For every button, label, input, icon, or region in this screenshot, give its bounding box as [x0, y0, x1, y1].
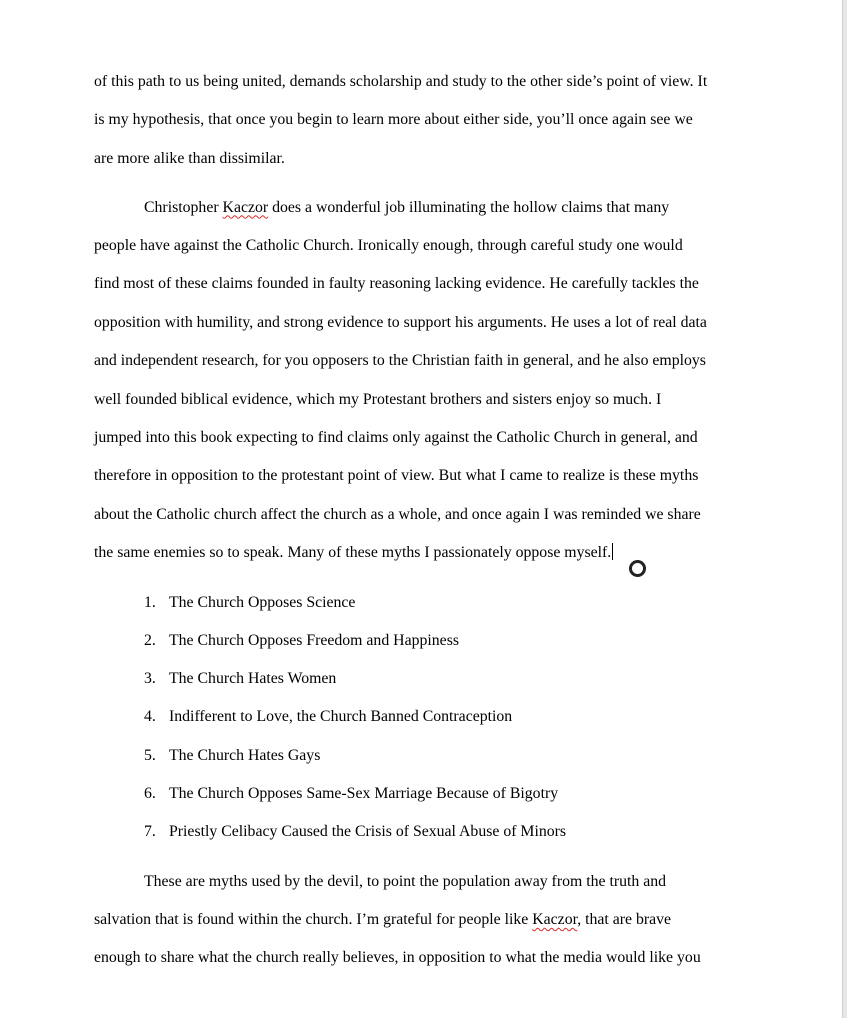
paragraph-1-line: of this path to us being united, demands scholarship and study to the other side’s point of view. It [94, 73, 708, 90]
list-item-number: 4. [144, 708, 156, 726]
busy-ring-cursor-icon [629, 560, 646, 577]
paragraph-2-first-line [94, 189, 746, 227]
list-item[interactable] [94, 775, 746, 813]
list-item-number: 3. [144, 670, 156, 688]
paragraph-1[interactable] [94, 63, 746, 178]
list-item-number: 5. [144, 746, 156, 764]
page-edge-divider [842, 0, 847, 1018]
paragraph-2-line: therefore in opposition to the protestant point of view. But what I came to realize is these myths [94, 467, 699, 485]
list-item-text: The Church Opposes Science [169, 593, 356, 611]
paragraph-3-text: , that are brave [577, 911, 672, 929]
paragraph-2-line: and independent research, for you opposers to the Christian faith in general, and he also employs [94, 352, 706, 370]
paragraph-2-line: jumped into this book expecting to find claims only against the Catholic Church in general, and [94, 429, 698, 447]
list-item[interactable] [94, 660, 746, 698]
paragraph-1-line: are more alike than dissimilar. [94, 149, 285, 167]
myths-numbered-list[interactable] [94, 584, 746, 852]
list-item[interactable] [94, 737, 746, 775]
list-item-text: The Church Opposes Freedom and Happiness [169, 631, 459, 649]
paragraph-3[interactable] [94, 863, 746, 978]
paragraph-2-text: does a wonderful job illuminating the hollow claims that many [268, 198, 670, 216]
document-body[interactable] [94, 63, 746, 978]
list-item-text: The Church Hates Gays [169, 746, 321, 764]
paragraph-2-text: the same enemies so to speak. Many of these myths I passionately oppose myself. [94, 544, 612, 562]
paragraph-3-line: enough to share what the church really believes, in opposition to what the media would like you [94, 949, 701, 967]
list-item[interactable] [94, 813, 746, 851]
list-item-text: The Church Opposes Same-Sex Marriage Because of Bigotry [169, 785, 559, 803]
list-item[interactable] [94, 698, 746, 736]
misspelled-word[interactable]: Kaczor [222, 198, 269, 216]
list-item-text: The Church Hates Women [169, 670, 337, 688]
paragraph-3-line: These are myths used by the devil, to point the population away from the truth and [144, 872, 667, 890]
misspelled-word[interactable]: Kaczor [532, 911, 578, 929]
list-item-number: 2. [144, 631, 156, 649]
list-item[interactable] [94, 584, 746, 622]
list-item-text: Indifferent to Love, the Church Banned Contraception [169, 708, 513, 726]
paragraph-2[interactable] [94, 189, 746, 573]
paragraph-3-text: salvation that is found within the church. I’m grateful for people like [94, 911, 533, 929]
paragraph-1-line: is my hypothesis, that once you begin to learn more about either side, you’ll once again see we [94, 111, 693, 129]
text-insertion-caret [612, 543, 613, 560]
paragraph-2-line: well founded biblical evidence, which my Protestant brothers and sisters enjoy so much. I [94, 390, 662, 408]
paragraph-2-last-line [94, 534, 746, 572]
list-item[interactable] [94, 622, 746, 660]
list-item-text: Priestly Celibacy Caused the Crisis of Sexual Abuse of Minors [169, 823, 567, 841]
paragraph-2-line: find most of these claims founded in faulty reasoning lacking evidence. He carefully tackles the [94, 275, 699, 293]
paragraph-3-line [94, 901, 746, 939]
list-item-number: 1. [144, 593, 156, 611]
list-item-number: 6. [144, 785, 156, 803]
list-item-number: 7. [144, 823, 156, 841]
paragraph-2-line: about the Catholic church affect the church as a whole, and once again I was reminded we share [94, 505, 701, 523]
paragraph-2-line: people have against the Catholic Church. Ironically enough, through careful study one would [94, 237, 683, 255]
paragraph-2-line: opposition with humility, and strong evidence to support his arguments. He uses a lot of real data [94, 313, 707, 331]
paragraph-2-text: Christopher [144, 198, 223, 216]
